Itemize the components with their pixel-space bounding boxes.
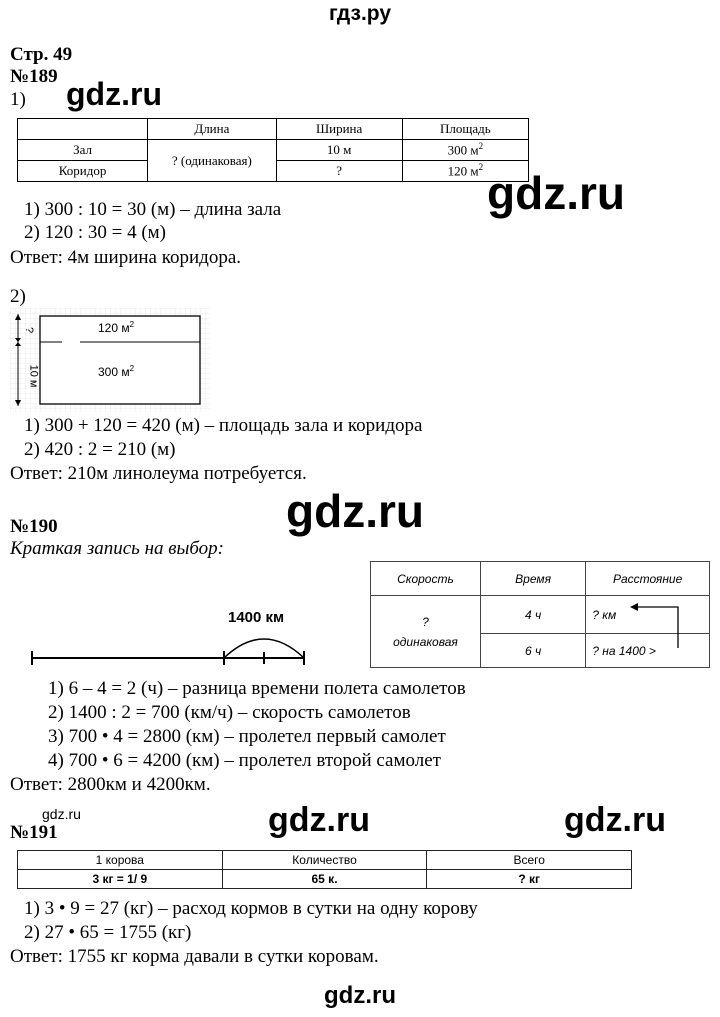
distance-cell-first: ? км (586, 596, 710, 634)
answer-text: Ответ: 1755 кг корма давали в сутки коровам. (10, 946, 379, 967)
header-cell-distance: Расстояние (586, 562, 710, 596)
answer-text: Ответ: 4м ширина коридора. (10, 247, 242, 268)
hall-width-label: 10 м (27, 364, 40, 388)
answer-text: Ответ: 2800км и 4200км. (10, 774, 211, 795)
header-cell-length: Длина (148, 119, 276, 140)
problem-189-number: №189 (10, 66, 58, 87)
short-note-label: Краткая запись на выбор: (10, 538, 225, 559)
site-header: гдз.ру (328, 2, 392, 25)
speed-cell: ? одинаковая (371, 596, 481, 668)
hall-width-cell: 10 м (276, 140, 402, 161)
corridor-area-label: 120 $м^2$ (98, 320, 135, 335)
page-label: Стр. 49 (10, 44, 73, 65)
solution-step: 1) 300 : 10 = 30 (м) – длина зала (24, 199, 282, 220)
header-cell-total: Всего (427, 851, 632, 870)
header-cell-speed: Скорость (371, 562, 481, 596)
part-2-label: 2) (10, 286, 26, 307)
watermark: gdz.ru (487, 167, 625, 219)
header-cell-width: Ширина (276, 119, 402, 140)
part-1-label: 1) (10, 89, 26, 110)
corridor-width-question: ? (23, 326, 36, 334)
watermark: gdz.ru (324, 982, 396, 1009)
header-cell-empty (18, 119, 148, 140)
header-cell-area: Площадь (402, 119, 528, 140)
watermark: gdz.ru (66, 76, 162, 112)
solution-step: 2) 27 • 65 = 1755 (кг) (24, 922, 192, 943)
solution-step: 2) 420 : 2 = 210 (м) (24, 439, 176, 460)
dimensions-table (17, 118, 529, 182)
solution-step: 3) 700 • 4 = 2800 (км) – пролетел первый самолет (48, 726, 446, 747)
row-label-hall: Зал (18, 140, 148, 161)
corridor-area-cell: 120 $м^2$ (402, 161, 528, 182)
feed-table (17, 850, 632, 889)
watermark: gdz.ru (268, 801, 370, 839)
distance-link-arrow (620, 602, 680, 652)
time-cell-first: 4 ч (480, 596, 585, 634)
total-cell: ? кг (427, 870, 632, 889)
header-cell-quantity: Количество (222, 851, 427, 870)
distance-cell-second: ? на 1400 > (586, 634, 710, 668)
quantity-cell: 65 к. (222, 870, 427, 889)
watermark: gdz.ru (286, 485, 424, 537)
solution-step: 2) 120 : 30 = 4 (м) (24, 222, 166, 243)
solution-step: 1) 3 • 9 = 27 (кг) – расход кормов в сутки на одну корову (24, 898, 478, 919)
problem-190-number: №190 (10, 516, 58, 537)
distance-difference-label: 1400 км (228, 609, 285, 626)
solution-step: 2) 1400 : 2 = 700 (км/ч) – скорость самолетов (48, 702, 411, 723)
per-cow-cell: 3 кг = 1/ 9 (18, 870, 223, 889)
answer-text: Ответ: 210м линолеума потребуется. (10, 463, 307, 484)
header-cell-time: Время (480, 562, 585, 596)
hall-area-cell: 300 $м^2$ (402, 140, 528, 161)
header-cell-per-cow: 1 корова (18, 851, 223, 870)
time-cell-second: 6 ч (480, 634, 585, 668)
problem-191-number: №191 (10, 822, 58, 843)
solution-step: 4) 700 • 6 = 4200 (км) – пролетел второй самолет (48, 750, 441, 771)
small-watermark: gdz.ru (42, 806, 81, 822)
timeline-diagram (28, 628, 308, 668)
row-label-corridor: Коридор (18, 161, 148, 182)
corridor-width-cell: ? (276, 161, 402, 182)
solution-step: 1) 6 – 4 = 2 (ч) – разница времени полета самолетов (48, 678, 466, 699)
length-merged-cell: ? (одинаковая) (148, 140, 276, 182)
solution-step: 1) 300 + 120 = 420 (м) – площадь зала и коридора (24, 415, 423, 436)
hall-area-label: 300 $м^2$ (98, 364, 135, 379)
watermark: gdz.ru (564, 801, 666, 839)
